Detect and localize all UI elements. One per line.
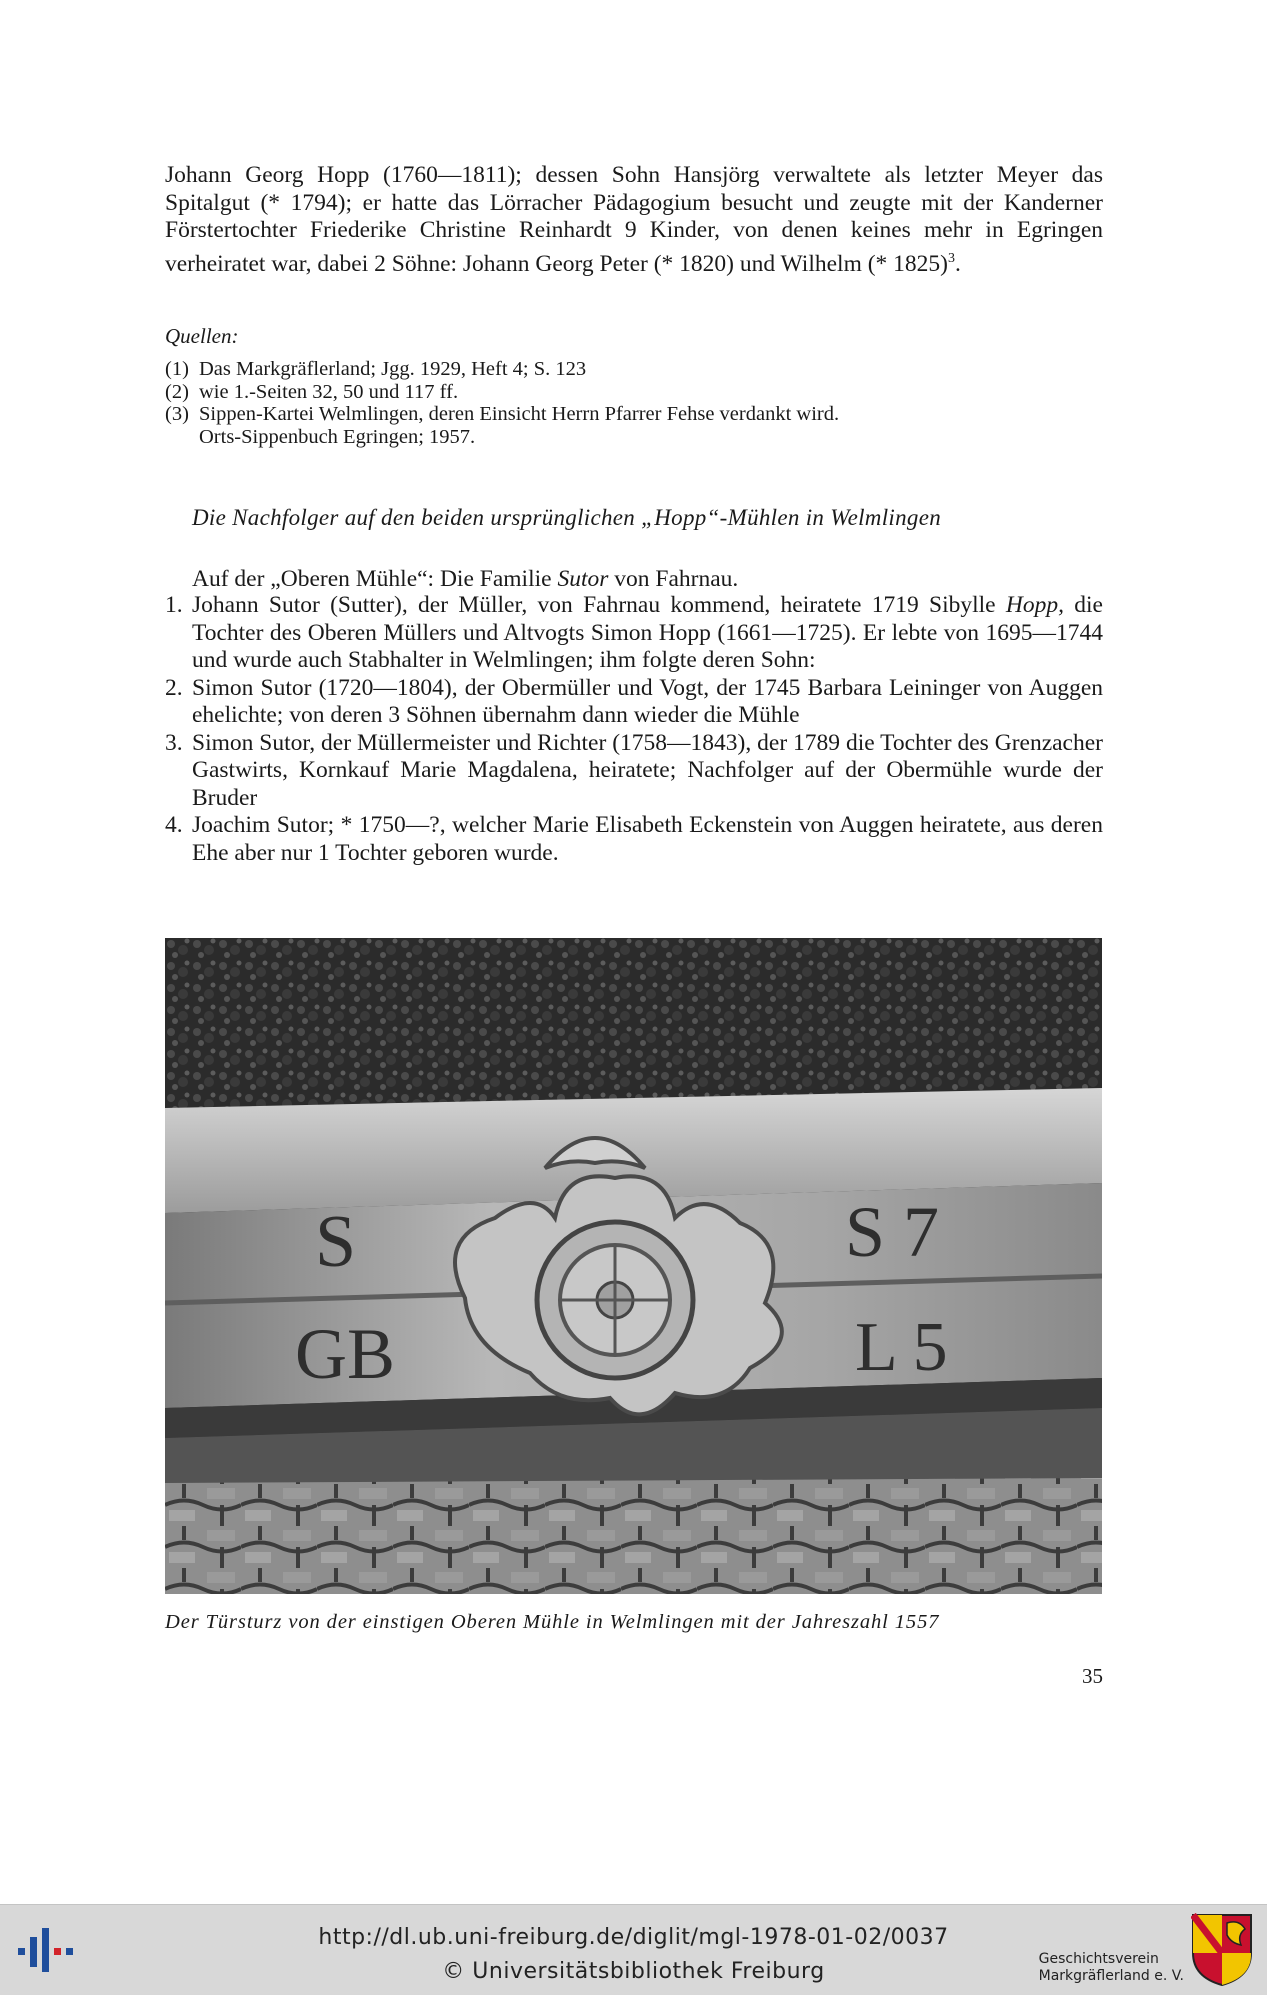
carved-letters-right-bottom: L 5 [855,1309,948,1386]
list-text: Simon Sutor, der Müllermeister und Richter (1758—1843), der 1789 die Tochter des Grenzacher Gastwirts, Kornkauf Marie Magdalena, heiratete; Nachfolger auf der Obermühle wurde der Bruder [192,729,1103,811]
lintel-photo-drawing [165,938,1102,1594]
list-number: 2. [165,674,183,701]
list-item [165,812,1103,867]
list-item [165,592,1103,675]
section-title: Die Nachfolger auf den beiden ursprünglichen „Hopp“-Mühlen in Welmlingen [192,505,941,530]
intro-text: Johann Georg Hopp (1760—1811); dessen Sohn Hansjörg verwaltete als letzter Meyer das Spitalgut (* 1794); er hatte das Lörracher Pädagogium besucht und zeugte mit der Kanderner Förstertochter Friederike Christine Reinhardt 9 Kinder, von denen keines mehr in Egringen verheiratet war, dabei 2 Söhne: Johann Georg Peter (* 1820) und Wilhelm (* 1825) [165,162,1103,277]
source-number: (1) [165,358,189,380]
photo-caption: Der Türsturz von der einstigen Oberen Mühle in Welmlingen mit der Jahreszahl 1557 [165,1611,940,1633]
intro-end: . [955,250,961,277]
carved-letters-right-top: S 7 [845,1192,940,1272]
footer-bar [0,1904,1267,1995]
list-text: Joachim Sutor; * 1750—?, welcher Marie Elisabeth Eckenstein von Auggen heiratete, aus deren Ehe aber nur 1 Tochter geboren wurde. [192,812,1103,866]
miller-list [165,592,1103,867]
source-item [165,358,1103,381]
society-name-line2: Markgräflerland e. V. [1038,1968,1184,1984]
carved-letters-left-bottom: GB [295,1314,396,1394]
sources-heading: Quellen: [165,324,239,348]
lintel-photo [165,938,1102,1594]
source-item [165,381,1103,404]
footnote-reference: 3 [948,250,955,266]
list-text: Simon Sutor (1720—1804), der Obermüller und Vogt, der 1745 Barbara Leininger von Auggen ehelichte; von deren 3 Söhnen übernahm dann wieder die Mühle [192,674,1103,728]
sources-list [165,358,1103,448]
source-url-link[interactable]: http://dl.ub.uni-freiburg.de/diglit/mgl-1978-01-02/0037 [318,1925,949,1950]
coat-of-arms-icon [1191,1913,1253,1987]
copyright-notice: © Universitätsbibliothek Freiburg [442,1959,825,1984]
list-number: 3. [165,729,183,756]
intro-paragraph [165,162,1103,278]
source-number: (2) [165,380,189,403]
list-item [165,675,1103,730]
carved-letter-left-top: S [315,1201,357,1283]
mill-heading-prefix: Auf der „Oberen Mühle“: Die Familie [192,566,558,592]
page-number: 35 [1082,1664,1103,1688]
society-name-line1: Geschichtsverein [1038,1951,1159,1967]
list-number: 4. [165,812,183,838]
list-text-after: die Tochter des Oberen Müllers und Altvogts Simon Hopp (1661—1725). Er lebte von 1695—1744 und wurde auch Stabhalter in Welmlingen; ihm folgte deren Sohn: [192,592,1103,673]
society-name [1039,1951,1184,1985]
source-text: wie 1.-Seiten 32, 50 und 117 ff. [199,380,459,403]
family-name: Sutor [557,566,609,592]
source-text: Sippen-Kartei Welmlingen, deren Einsicht Herrn Pfarrer Fehse verdankt wird. [199,403,840,425]
list-text: Johann Sutor (Sutter), der Müller, von Fahrnau kommend, heiratete 1719 Sibylle [192,592,1006,618]
list-text-italic: Hopp, [1005,592,1064,618]
list-item [165,730,1103,813]
source-number: (3) [165,403,189,425]
list-number: 1. [165,592,183,618]
source-text: Das Markgräflerland; Jgg. 1929, Heft 4; S. 123 [199,358,587,380]
source-item-continuation: Orts-Sippenbuch Egringen; 1957. [199,425,476,448]
source-item [165,403,1103,426]
mill-heading [192,566,1103,594]
mill-heading-suffix: von Fahrnau. [608,566,739,592]
